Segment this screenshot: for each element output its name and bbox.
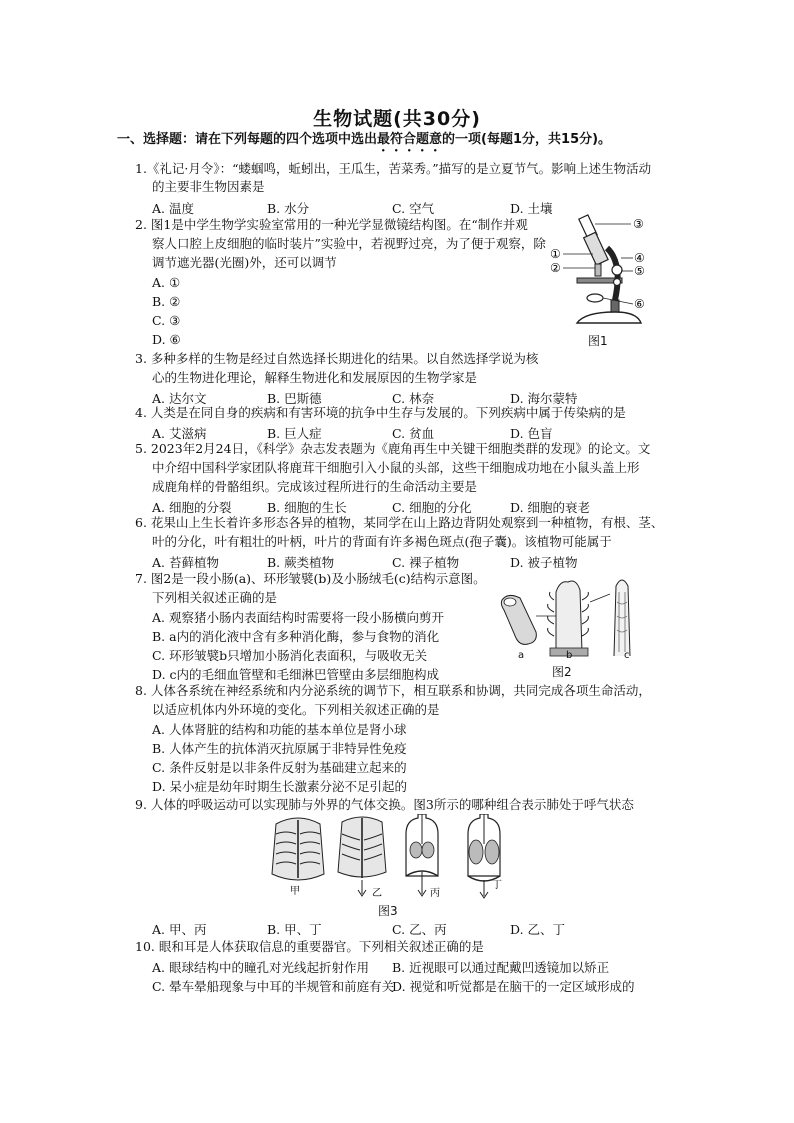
question-8-option-c: C. 条件反射是以非条件反射为基础建立起来的	[152, 760, 407, 775]
question-10-line-1: 10. 眼和耳是人体获取信息的重要器官。下列相关叙述正确的是	[135, 939, 484, 954]
figure-3-label-ding: 丁	[492, 880, 502, 891]
figure-3-ribcage-yi	[338, 817, 386, 896]
figure-1-label-1: ①	[550, 247, 561, 261]
question-6-line-2: 叶的分化，叶有粗壮的叶柄，叶片的背面有许多褐色斑点(孢子囊)。该植物可能属于	[152, 534, 612, 549]
question-3-line-2: 心的生物进化理论，解释生物进化和发展原因的生物学家是	[152, 370, 478, 385]
figure-3-label-bing: 丙	[430, 888, 440, 899]
question-5-line-3: 成鹿角样的骨骼组织。完成该过程所进行的生命活动主要是	[152, 479, 478, 494]
figure-3-label-jia: 甲	[290, 886, 300, 897]
figure-1-label-2: ②	[550, 261, 561, 275]
question-4-option-b: B. 巨人症	[267, 426, 322, 441]
figure-1-label-4: ④	[634, 251, 645, 265]
section-suffix: 的一项(每题1分，共15分)。	[442, 132, 612, 147]
question-10-option-d: D. 视觉和听觉都是在脑干的一定区域形成的	[392, 979, 635, 994]
question-5-option-d: D. 细胞的衰老	[510, 500, 591, 515]
question-9-option-d: D. 乙、丁	[510, 922, 566, 937]
section-prefix: 一、选择题：请在下列每题的四个选项中选出	[117, 132, 378, 147]
question-6-option-a: A. 苔藓植物	[152, 555, 219, 570]
question-6-line-1: 6. 花果山上生长着许多形态各异的植物，某同学在山上路边背阴处观察到一种植物，有根、茎、	[135, 515, 664, 530]
question-3-option-d: D. 海尔蒙特	[510, 391, 578, 406]
question-8-option-a: A. 人体肾脏的结构和功能的基本单位是肾小球	[152, 722, 407, 737]
figure-1-microscope	[545, 208, 650, 348]
question-3-option-c: C. 林奈	[392, 391, 435, 406]
question-6-option-b: B. 蕨类植物	[267, 555, 335, 570]
question-2-option-b: B. ②	[152, 294, 181, 309]
question-9-option-c: C. 乙、丙	[392, 922, 447, 937]
question-8-option-b: B. 人体产生的抗体消灭抗原属于非特异性免疫	[152, 741, 407, 756]
question-4-line-1: 4. 人类是在同自身的疾病和有害环境的抗争中生存与发展的。下列疾病中属于传染病的是	[135, 405, 626, 420]
question-2-option-d: D. ⑥	[152, 332, 181, 347]
question-8-option-d: D. 呆小症是幼年时期生长激素分泌不足引起的	[152, 779, 408, 794]
section-emphasis: 最符合题意	[377, 132, 443, 147]
figure-3-bell-jar-bing	[406, 814, 438, 896]
section-heading	[117, 128, 611, 155]
figure-1-label-5: ⑤	[634, 264, 645, 278]
question-4-option-a: A. 艾滋病	[152, 426, 207, 441]
question-1-line-1: 1.《礼记·月令》：“蝼蝈鸣，蚯蚓出，王瓜生，苦菜秀。”描写的是立夏节气。影响上述生物活动	[135, 161, 652, 176]
question-10-option-c: C. 晕车晕船现象与中耳的半规管和前庭有关	[152, 979, 395, 994]
figure-3-caption: 图3	[378, 904, 398, 918]
question-9-option-b: B. 甲、丁	[267, 922, 322, 937]
figure-1-label-6: ⑥	[634, 297, 645, 311]
question-7-option-c: C. 环形皱襞b只增加小肠消化表面积，与吸收无关	[152, 648, 428, 663]
question-10-option-a: A. 眼球结构中的瞳孔对光线起折射作用	[152, 960, 369, 975]
question-8-line-2: 以适应机体内外环境的变化。下列相关叙述正确的是	[152, 702, 440, 717]
question-5-option-a: A. 细胞的分裂	[152, 500, 232, 515]
page-title: 生物试题(共30分)	[313, 108, 481, 130]
question-7-line-1: 7. 图2是一段小肠(a)、环形皱襞(b)及小肠绒毛(c)结构示意图。	[135, 571, 486, 586]
question-7-option-b: B. a内的消化液中含有多种消化酶，参与食物的消化	[152, 629, 440, 644]
question-4-option-d: D. 色盲	[510, 426, 553, 441]
figure-2-caption: 图2	[552, 665, 572, 679]
figure-3-label-yi: 乙	[372, 888, 382, 899]
question-1-option-c: C. 空气	[392, 201, 435, 216]
question-2-option-c: C. ③	[152, 313, 181, 328]
figure-2-label-a: a	[518, 650, 525, 661]
question-7-line-2: 下列相关叙述正确的是	[152, 590, 278, 605]
question-5-option-c: C. 细胞的分化	[392, 500, 472, 515]
question-6-option-d: D. 被子植物	[510, 555, 578, 570]
question-2-option-a: A. ①	[152, 275, 181, 290]
question-1-option-b: B. 水分	[267, 201, 310, 216]
question-8-line-1: 8. 人体各系统在神经系统和内分泌系统的调节下，相互联系和协调，共同完成各项生命活动，	[135, 683, 651, 698]
question-5-line-1: 5. 2023年2月24日，《科学》杂志发表题为《鹿角再生中关键干细胞类群的发现》的论文。文	[135, 441, 651, 456]
figure-1-caption: 图1	[588, 334, 608, 348]
question-9-option-a: A. 甲、丙	[152, 922, 207, 937]
question-10-option-b: B. 近视眼可以通过配戴凹透镜加以矫正	[392, 960, 610, 975]
question-2-line-1: 2. 图1是中学生物学实验室常用的一种光学显微镜结构图。在“制作并观	[135, 217, 528, 232]
question-6-option-c: C. 裸子植物	[392, 555, 460, 570]
question-2-line-2: 察人口腔上皮细胞的临时装片”实验中，若视野过亮，为了便于观察，除	[152, 236, 546, 251]
question-1-option-a: A. 温度	[152, 201, 194, 216]
question-7-option-a: A. 观察猪小肠内表面结构时需要将一段小肠横向剪开	[152, 610, 444, 625]
question-7-option-d: D. c内的毛细血管壁和毛细淋巴管壁由多层细胞构成	[152, 667, 440, 682]
question-2-line-3: 调节遮光器(光圈)外，还可以调节	[152, 255, 337, 270]
question-5-option-b: B. 细胞的生长	[267, 500, 347, 515]
question-4-option-c: C. 贫血	[392, 426, 435, 441]
question-3-option-a: A. 达尔文	[152, 391, 207, 406]
figure-2-label-b: b	[566, 650, 573, 661]
figure-1-label-3: ③	[633, 217, 644, 231]
question-5-line-2: 中介绍中国科学家团队将鹿茸干细胞引入小鼠的头部，这些干细胞成功地在小鼠头盖上形	[152, 460, 640, 475]
figure-3-breathing	[268, 814, 538, 900]
figure-2-label-c: c	[624, 650, 630, 661]
question-3-option-b: B. 巴斯德	[267, 391, 322, 406]
question-1-line-2: 的主要非生物因素是	[152, 179, 265, 194]
question-9-line-1: 9. 人体的呼吸运动可以实现肺与外界的气体交换。图3所示的哪种组合表示肺处于呼气状态	[135, 797, 634, 812]
question-1-option-d: D. 土壤	[510, 201, 553, 216]
figure-3-ribcage-jia	[272, 818, 324, 880]
question-3-line-1: 3. 多种多样的生物是经过自然选择长期进化的结果。以自然选择学说为核	[135, 351, 539, 366]
